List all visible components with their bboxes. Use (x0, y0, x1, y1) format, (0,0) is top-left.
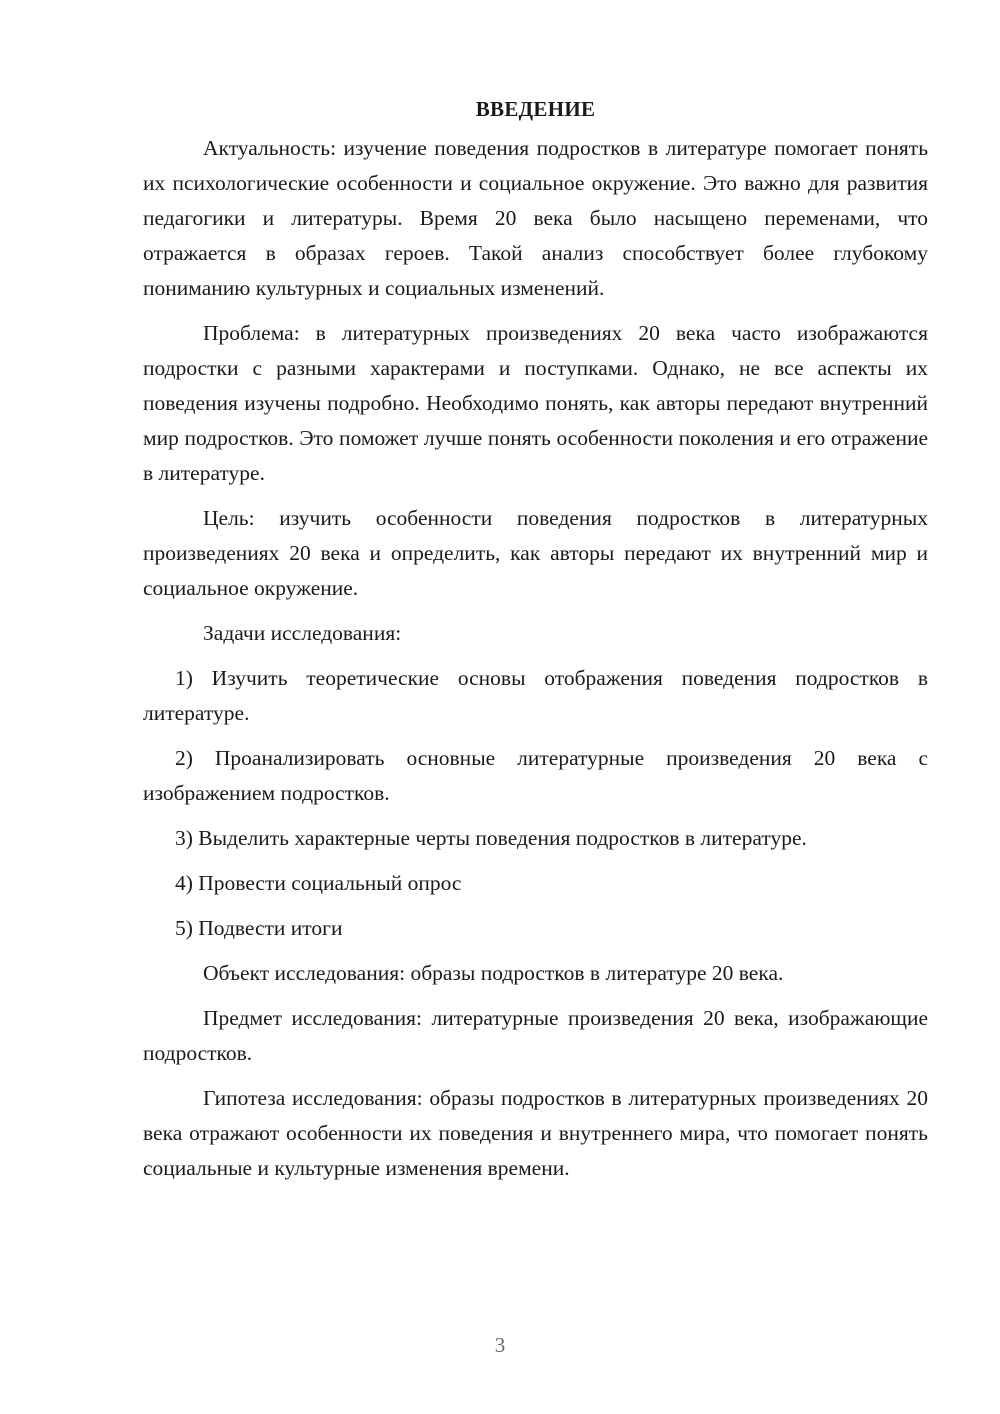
page-number: 3 (494, 1333, 506, 1357)
tasks-heading: Задачи исследования: (203, 621, 402, 645)
document-page (143, 92, 928, 1186)
relevance-paragraph: Актуальность: изучение поведения подростков в литературе помогает понять их психологические особенности и социальное окружение. Это важно для развития педагогики и литературы. Время 20 века было насыщено переменами, что отражается в образах героев. Такой анализ способствует более глубокому пониманию культурных и социальных изменений. (143, 136, 928, 300)
section-title: ВВЕДЕНИЕ (475, 97, 596, 121)
hypothesis-paragraph: Гипотеза исследования: образы подростков в литературных произведениях 20 века отражают особенности их поведения и внутреннего мира, что помогает понять социальные и культурные изменения времени. (143, 1086, 928, 1180)
tasks-list (143, 661, 928, 946)
object-paragraph: Объект исследования: образы подростков в литературе 20 века. (203, 961, 784, 985)
goal-paragraph: Цель: изучить особенности поведения подростков в литературных произведениях 20 века и определить, как авторы передают их внутренний мир и социальное окружение. (143, 506, 928, 600)
task-item-1: 1) Изучить теоретические основы отображения поведения подростков в литературе. (143, 666, 928, 725)
task-item-4: 4) Провести социальный опрос (175, 871, 462, 895)
subject-paragraph: Предмет исследования: литературные произведения 20 века, изображающие подростков. (143, 1006, 928, 1065)
problem-paragraph: Проблема: в литературных произведениях 20 века часто изображаются подростки с разными характерами и поступками. Однако, не все аспекты их поведения изучены подробно. Необходимо понять, как авторы передают внутренний мир подростков. Это поможет лучше понять особенности поколения и его отражение в литературе. (143, 321, 928, 485)
task-item-5: 5) Подвести итоги (175, 916, 343, 940)
task-item-2: 2) Проанализировать основные литературные произведения 20 века с изображением подростков. (143, 746, 928, 805)
task-item-3: 3) Выделить характерные черты поведения подростков в литературе. (175, 826, 807, 850)
